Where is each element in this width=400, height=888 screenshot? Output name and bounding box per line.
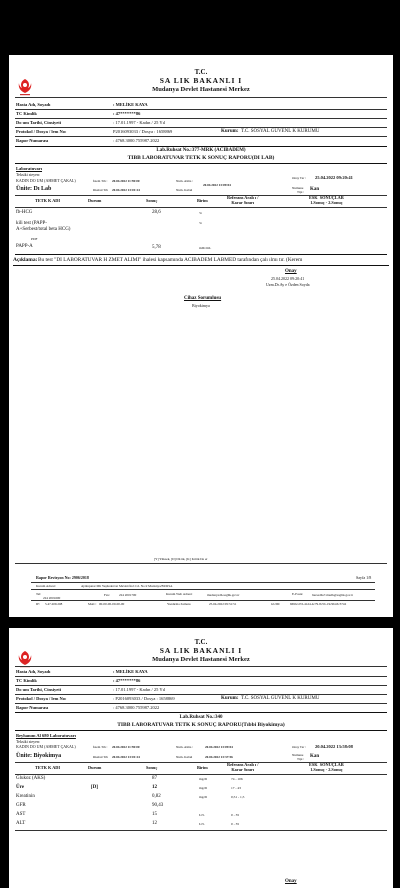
kabul-label: Rkabul Trh [93, 188, 108, 192]
test-unit-glukoz: mg/dl [199, 777, 208, 781]
kurum-value: T.C. SOSYAL GÜVENL K KURUMU [241, 129, 320, 134]
lab-report-title: TIBB LABORATUVAR TETK K SONUÇ RAPORU(Tıbbi Biyokimya) [117, 722, 285, 728]
istem-label: İstem Trh : [93, 745, 108, 749]
num-kabul-label: Num. Kabul [176, 188, 193, 192]
protocol-value: : P2016093033 / Dosya : 1658869 [113, 696, 175, 701]
onay-tar-label: Onay Tar : [292, 745, 306, 749]
num-kabul-value: 20.04.2022 13:37:56 [205, 755, 233, 759]
lab-section: Laboratuvarı [16, 166, 43, 171]
onay-title: Onay [285, 269, 297, 274]
test-unit-pappa: mIU/mL [199, 246, 212, 250]
lab-section: Beyhanım Al 680 Laboratuvarı [16, 733, 76, 738]
report-page-2 [9, 628, 393, 888]
test-name-fbhcg: fb-HCG [16, 210, 33, 215]
col-result: Sonuç [146, 765, 158, 770]
col-unit: Birim [197, 198, 208, 203]
onay-tar-value: 20.04.2022 13:58:08 [315, 744, 353, 749]
web-label: Kurum Web Adresi: [166, 592, 193, 596]
note-label: Açıklama: [13, 257, 38, 263]
test-ref-alt: 0 - 35 [231, 822, 240, 826]
test-name-pdf: PDF [31, 237, 38, 241]
col-status: Durum [88, 198, 102, 203]
guid-value: 669bcd7d-41d4-4c79-8c5b-19c9b43c3742 [290, 602, 347, 606]
col-old-results: ESK SONUÇLAR 1.Sonuç - 2.Sonuç [309, 195, 344, 205]
tel-label: Tel: [36, 592, 42, 596]
mac-label: MAC: [88, 602, 97, 606]
device-responsible-label: Cihaz Sorumlusu [184, 296, 222, 301]
header-ministry: SA LIK BAKANLI I [159, 76, 243, 85]
kurum-label: Kurum: [221, 696, 239, 701]
test-name-gfr: GFR [16, 803, 26, 808]
test-name-pappa: PAPP-A [16, 244, 33, 249]
col-result: Sonuç [146, 198, 158, 203]
col-old-results: ESK SONUÇLAR 1.Sonuç - 2.Sonuç [309, 762, 344, 772]
rapor-value: : 4768.3000.755987.2022 [113, 705, 160, 710]
test-name-combined: kili test (PAPP- A+Serbest/total beta HCG) [16, 221, 71, 232]
onay-title: Onay [285, 879, 297, 884]
onay-tar-label: Onay Tar : [292, 176, 306, 180]
unit-name: Ünite: Dı Lab [16, 186, 52, 192]
fax-label: Fax: [104, 593, 110, 597]
ip-label: IP: [36, 602, 40, 606]
print-time-label: Yazdırma Zamanı [167, 602, 191, 606]
col-test-name: TETK K ADI [35, 765, 61, 770]
lab-license: Lab.Ruhsat No.:340 [179, 715, 223, 720]
patient-name-label: Hasta Adı, Soyadı [16, 102, 51, 107]
numune-label: Numune [292, 186, 304, 190]
address-value: Aydınpınar Mh Yeşiledevret Mevkii İnci Cd. No:2 Mudanya/BURSA [81, 584, 173, 588]
col-reference: Referans Aralı ı / Karar Sınırı [227, 762, 259, 772]
istem-label: İstem Trh : [93, 179, 108, 183]
dob-label: Do um Tarihi, Cinsiyeti [16, 687, 62, 692]
test-name-glukoz: Glukoz (AKS) [16, 776, 46, 781]
test-result-ure: 12 [152, 785, 157, 790]
numune-alma-label: Num. Alma : [176, 745, 194, 749]
page-number: Sayfa 1/8 [356, 575, 372, 580]
fax-value: 224 2001700 [119, 593, 137, 597]
email-value: bursadhs7.mudh@saglik.gov.tr [312, 593, 354, 597]
lab-report-title: TIBB LABORATUVAR TETK K SONUÇ RAPORU(DI LAB) [127, 155, 275, 161]
test-result-fbhcg: 28,6 [152, 210, 161, 215]
web-value: mudanyadh.saglik.gov.tr [207, 593, 240, 597]
kurum-value: T.C. SOSYAL GÜVENL K KURUMU [241, 696, 320, 701]
header-tc: T.C. [194, 68, 208, 76]
dob-value: : 17.01.1997 - Kadın / 25 Yıl [113, 120, 166, 125]
requester-value: KADIN DO UM (AHMET ÇAKAL) [16, 744, 76, 749]
header-hospital: Mudanya Devlet Hastanesi Merkez [152, 656, 250, 663]
test-result-glukoz: 87 [152, 776, 157, 781]
status-legend: [Y] Yüksek, [D] Dü ük, [K] Kritik De er [154, 557, 208, 561]
kurum-label: Kurum: [221, 129, 239, 134]
numune-tipi: Tipi : [297, 190, 305, 194]
revision-number: Rapor Revizyon No: 2906/2018 [36, 575, 89, 580]
protocol-label: Protokol / Dosya / lem No: [16, 696, 67, 701]
protocol-label: Protokol / Dosya / lem No: [16, 129, 67, 134]
header-hospital: Mudanya Devlet Hastanesi Merkez [152, 86, 250, 93]
test-result-kreatinin: 0,82 [152, 794, 161, 799]
protocol-value: P2016093033 / Dosya : 1658869 [113, 129, 173, 134]
test-result-ast: 15 [152, 812, 157, 817]
test-ref-kreatinin: 0,51 - 1,5 [231, 795, 245, 799]
test-ref-ure: 17 - 43 [231, 786, 241, 790]
lab-license: Lab.Ruhsat No.:377-MRK (ACIBADEM) [156, 148, 246, 153]
test-unit-ure: mg/dl [199, 786, 208, 790]
col-test-name: TETK K ADI [35, 198, 61, 203]
unit-name: Ünite: Biyokimya [16, 753, 62, 759]
tc-label: TC Kimlik [16, 111, 37, 116]
header-ministry: SA LIK BAKANLI I [159, 646, 243, 655]
test-result-pappa: 5,78 [152, 245, 161, 250]
requester-label: Teksiki steyen: [16, 172, 41, 177]
tc-value: : 47*******86 [113, 678, 141, 683]
test-ref-ast: 0 - 35 [231, 813, 240, 817]
onay-date: 25.04.2022 09:20:41 [271, 276, 305, 281]
note-value: Bu test "DI LABORATUVAR H ZMET ALIMI" ihalesi kapsamında ACIBADEM LABMED tarafından çalı ılmı tır. (Kerem [38, 257, 303, 263]
address-label: Kurum Adresi: [36, 584, 56, 588]
col-reference: Referans Aralı ı / Karar Sınırı [227, 195, 259, 205]
test-name-kreatinin: Kreatinin [16, 794, 35, 799]
col-status: Durum [88, 765, 102, 770]
kabul-label: Rkabul Trh [93, 755, 108, 759]
tc-label: TC Kimlik [16, 678, 37, 683]
test-unit-fbhcg: % [199, 211, 202, 215]
email-label: E-Posta: [292, 592, 304, 596]
istem-value: 20.04.2022 11:59:00 [112, 745, 140, 749]
dob-value: : 17.01.1997 - Kadın / 25 Yıl [113, 687, 166, 692]
test-result-gfr: 90,43 [152, 803, 164, 808]
numune-alma-label: Num. Alma : [176, 179, 194, 183]
test-unit-alt: U/L [199, 822, 205, 826]
test-name-alt: ALT [16, 821, 26, 826]
test-unit-ast: U/L [199, 813, 205, 817]
test-name-ast: AST [16, 812, 26, 817]
dob-label: Do um Tarihi, Cinsiyeti [16, 120, 62, 125]
print-time-value: 25.04.2022 09:31:51 [209, 602, 237, 606]
numune-label: Numune [292, 753, 304, 757]
rapor-label: Rapor Numarası [16, 705, 49, 710]
numune-value: Kan [310, 754, 320, 759]
device-responsible-value: Biyokimya [192, 303, 210, 308]
onay-doctor: Uzm.Dr.Ay e Özden Soyda [266, 282, 310, 287]
requester-label: Teksiki steyen: [16, 739, 41, 744]
header-tc: T.C. [194, 638, 208, 646]
test-ref-glukoz: 74 - 106 [231, 777, 243, 781]
rapor-label: Rapor Numarası [16, 138, 49, 143]
requester-value: KADIN DO UM (AHMET ÇAKAL) [16, 178, 76, 183]
tc-value: : 47*******86 [113, 111, 141, 116]
mac-value: 00-00-00-00-00-00 [99, 602, 125, 606]
patient-name-label: Hasta Adı, Soyadı [16, 669, 51, 674]
istem-value: 20.04.2022 11:59:00 [112, 179, 140, 183]
onay-tar-value: 25.04.2022 09:20:41 [315, 175, 353, 180]
test-name-ure: Üre [16, 785, 24, 790]
numune-alma-value: 20.04.2022 13:09:04 [203, 183, 231, 187]
kabul-value: 20.04.2022 13:01:24 [112, 755, 140, 759]
ip-value: 5.47.209.208 [45, 602, 63, 606]
report-page-1 [9, 55, 393, 617]
test-result-alt: 12 [152, 821, 157, 826]
num-kabul-label: Num. Kabul [176, 755, 193, 759]
test-unit-combined: % [199, 221, 202, 225]
col-unit: Birim [197, 765, 208, 770]
tel-value: 224 2001600 [43, 596, 61, 600]
patient-name-value: : MELİKE KAYA [113, 102, 148, 107]
numune-value: Kan [310, 187, 320, 192]
numune-alma-value: 20.04.2022 13:09:04 [205, 745, 233, 749]
patient-name-value: : MELİKE KAYA [113, 669, 148, 674]
test-unit-kreatinin: mg/dl [199, 795, 208, 799]
guid-label: GUID: [271, 602, 281, 606]
kabul-value: 20.04.2022 13:01:24 [112, 188, 140, 192]
test-status-ure: [D] [91, 785, 98, 790]
rapor-value: : 4768.3000.755987.2022 [113, 138, 160, 143]
numune-tipi: Tipi : [297, 757, 305, 761]
